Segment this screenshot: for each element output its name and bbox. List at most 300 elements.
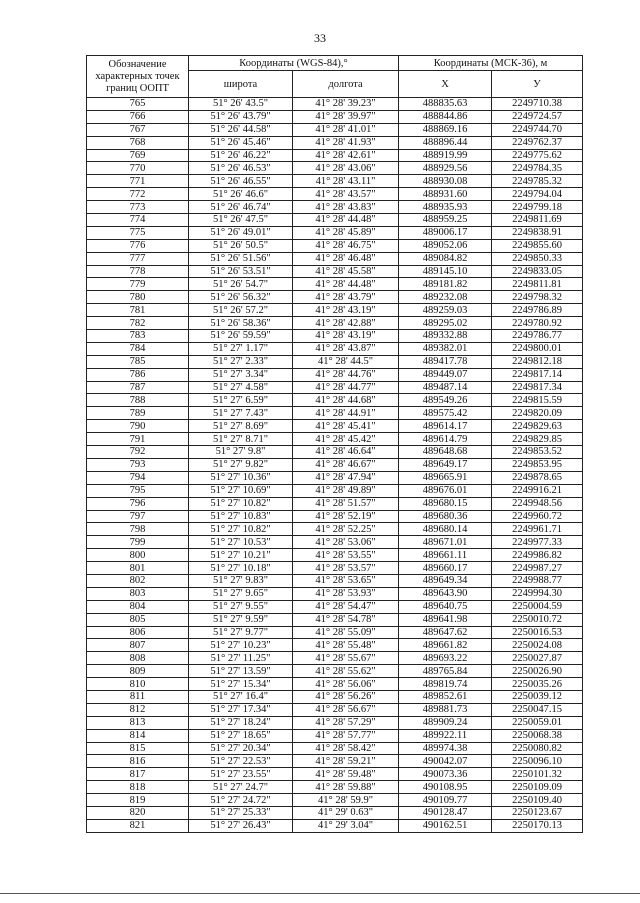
latitude-cell: 51° 26' 54.7" [189, 278, 293, 291]
point-number: 798 [87, 523, 189, 536]
point-number: 821 [87, 819, 189, 832]
table-row [87, 394, 583, 407]
header-latitude: широта [189, 71, 293, 98]
latitude-cell: 51° 27' 23.55" [189, 768, 293, 781]
latitude-cell: 51° 27' 2.33" [189, 355, 293, 368]
latitude-cell: 51° 27' 15.34" [189, 678, 293, 691]
longitude-cell: 41° 28' 55.67" [293, 652, 399, 665]
y-cell: 2249811.81 [492, 278, 583, 291]
point-number: 818 [87, 781, 189, 794]
point-number: 772 [87, 188, 189, 201]
point-number: 786 [87, 368, 189, 381]
y-cell: 2249977.33 [492, 536, 583, 549]
longitude-cell: 41° 28' 53.93" [293, 587, 399, 600]
point-number: 805 [87, 613, 189, 626]
table-row [87, 639, 583, 652]
point-number: 767 [87, 123, 189, 136]
y-cell: 2249961.71 [492, 523, 583, 536]
table-row [87, 781, 583, 794]
y-cell: 2249794.04 [492, 188, 583, 201]
longitude-cell: 41° 28' 53.06" [293, 536, 399, 549]
longitude-cell: 41° 28' 53.57" [293, 562, 399, 575]
longitude-cell: 41° 28' 44.91" [293, 407, 399, 420]
latitude-cell: 51° 26' 45.46" [189, 136, 293, 149]
table-row [87, 304, 583, 317]
x-cell: 490128.47 [399, 806, 492, 819]
x-cell: 489649.17 [399, 458, 492, 471]
y-cell: 2249820.09 [492, 407, 583, 420]
x-cell: 489819.74 [399, 678, 492, 691]
point-number: 804 [87, 600, 189, 613]
table-row [87, 549, 583, 562]
table-row [87, 587, 583, 600]
latitude-cell: 51° 27' 18.65" [189, 729, 293, 742]
longitude-cell: 41° 28' 46.67" [293, 458, 399, 471]
x-cell: 488844.86 [399, 110, 492, 123]
latitude-cell: 51° 27' 24.7" [189, 781, 293, 794]
point-number: 819 [87, 794, 189, 807]
table-row [87, 252, 583, 265]
header-designation: Обозначение характерных точек границ ООПТ [87, 56, 189, 98]
table-row [87, 458, 583, 471]
latitude-cell: 51° 27' 11.25" [189, 652, 293, 665]
x-cell: 489881.73 [399, 703, 492, 716]
table-row [87, 536, 583, 549]
y-cell: 2249811.69 [492, 214, 583, 227]
table-row [87, 278, 583, 291]
longitude-cell: 41° 28' 45.42" [293, 433, 399, 446]
y-cell: 2250027.87 [492, 652, 583, 665]
table-row [87, 523, 583, 536]
point-number: 773 [87, 201, 189, 214]
longitude-cell: 41° 28' 56.26" [293, 690, 399, 703]
x-cell: 489647.62 [399, 626, 492, 639]
y-cell: 2249798.32 [492, 291, 583, 304]
point-number: 788 [87, 394, 189, 407]
latitude-cell: 51° 26' 43.5" [189, 98, 293, 111]
x-cell: 489649.34 [399, 574, 492, 587]
table-row [87, 716, 583, 729]
latitude-cell: 51° 27' 13.59" [189, 665, 293, 678]
table-row [87, 265, 583, 278]
point-number: 775 [87, 226, 189, 239]
point-number: 783 [87, 330, 189, 343]
longitude-cell: 41° 28' 43.11" [293, 175, 399, 188]
y-cell: 2249780.92 [492, 317, 583, 330]
latitude-cell: 51° 26' 56.32" [189, 291, 293, 304]
table-row [87, 510, 583, 523]
x-cell: 489232.08 [399, 291, 492, 304]
latitude-cell: 51° 26' 46.6" [189, 188, 293, 201]
longitude-cell: 41° 28' 46.48" [293, 252, 399, 265]
table-row [87, 381, 583, 394]
x-cell: 490073.36 [399, 768, 492, 781]
y-cell: 2249812.18 [492, 355, 583, 368]
x-cell: 489332.88 [399, 330, 492, 343]
latitude-cell: 51° 27' 10.18" [189, 562, 293, 575]
longitude-cell: 41° 28' 57.77" [293, 729, 399, 742]
point-number: 793 [87, 458, 189, 471]
latitude-cell: 51° 27' 22.53" [189, 755, 293, 768]
table-row [87, 239, 583, 252]
longitude-cell: 41° 28' 59.9" [293, 794, 399, 807]
point-number: 768 [87, 136, 189, 149]
x-cell: 489693.22 [399, 652, 492, 665]
y-cell: 2249987.27 [492, 562, 583, 575]
y-cell: 2249829.63 [492, 420, 583, 433]
point-number: 779 [87, 278, 189, 291]
point-number: 799 [87, 536, 189, 549]
latitude-cell: 51° 27' 18.24" [189, 716, 293, 729]
y-cell: 2250047.15 [492, 703, 583, 716]
table-row [87, 214, 583, 227]
y-cell: 2249815.59 [492, 394, 583, 407]
x-cell: 489676.01 [399, 484, 492, 497]
x-cell: 489660.17 [399, 562, 492, 575]
header-y: У [492, 71, 583, 98]
longitude-cell: 41° 28' 55.09" [293, 626, 399, 639]
longitude-cell: 41° 28' 43.79" [293, 291, 399, 304]
table-header [87, 56, 583, 98]
footer-divider [0, 893, 640, 894]
longitude-cell: 41° 28' 52.19" [293, 510, 399, 523]
longitude-cell: 41° 28' 39.97" [293, 110, 399, 123]
table-body [87, 98, 583, 833]
y-cell: 2250039.12 [492, 690, 583, 703]
y-cell: 2250101.32 [492, 768, 583, 781]
longitude-cell: 41° 28' 53.65" [293, 574, 399, 587]
latitude-cell: 51° 27' 9.65" [189, 587, 293, 600]
point-number: 769 [87, 149, 189, 162]
x-cell: 489909.24 [399, 716, 492, 729]
x-cell: 489487.14 [399, 381, 492, 394]
y-cell: 2249853.95 [492, 458, 583, 471]
table-row [87, 368, 583, 381]
longitude-cell: 41° 28' 59.88" [293, 781, 399, 794]
latitude-cell: 51° 27' 9.8" [189, 446, 293, 459]
table-row [87, 484, 583, 497]
x-cell: 489643.90 [399, 587, 492, 600]
longitude-cell: 41° 28' 47.94" [293, 471, 399, 484]
point-number: 796 [87, 497, 189, 510]
x-cell: 489680.36 [399, 510, 492, 523]
y-cell: 2249948.56 [492, 497, 583, 510]
point-number: 770 [87, 162, 189, 175]
x-cell: 489614.17 [399, 420, 492, 433]
table-row [87, 794, 583, 807]
y-cell: 2249785.32 [492, 175, 583, 188]
latitude-cell: 51° 26' 47.5" [189, 214, 293, 227]
point-number: 782 [87, 317, 189, 330]
point-number: 806 [87, 626, 189, 639]
latitude-cell: 51° 26' 46.53" [189, 162, 293, 175]
table-row [87, 652, 583, 665]
latitude-cell: 51° 26' 46.74" [189, 201, 293, 214]
longitude-cell: 41° 28' 43.87" [293, 342, 399, 355]
latitude-cell: 51° 27' 25.33" [189, 806, 293, 819]
y-cell: 2249850.33 [492, 252, 583, 265]
latitude-cell: 51° 27' 10.23" [189, 639, 293, 652]
x-cell: 489181.82 [399, 278, 492, 291]
point-number: 795 [87, 484, 189, 497]
longitude-cell: 41° 28' 59.48" [293, 768, 399, 781]
table-row [87, 497, 583, 510]
table-row [87, 665, 583, 678]
longitude-cell: 41° 28' 57.29" [293, 716, 399, 729]
x-cell: 489641.98 [399, 613, 492, 626]
table-row [87, 330, 583, 343]
point-number: 808 [87, 652, 189, 665]
x-cell: 489145.10 [399, 265, 492, 278]
latitude-cell: 51° 27' 24.72" [189, 794, 293, 807]
latitude-cell: 51° 26' 51.56" [189, 252, 293, 265]
point-number: 803 [87, 587, 189, 600]
point-number: 787 [87, 381, 189, 394]
table-row [87, 755, 583, 768]
longitude-cell: 41° 28' 43.19" [293, 330, 399, 343]
y-cell: 2250004.59 [492, 600, 583, 613]
point-number: 812 [87, 703, 189, 716]
x-cell: 489640.75 [399, 600, 492, 613]
x-cell: 488919.99 [399, 149, 492, 162]
table-row [87, 407, 583, 420]
header-longitude: долгота [293, 71, 399, 98]
x-cell: 489259.03 [399, 304, 492, 317]
table-row [87, 188, 583, 201]
point-number: 816 [87, 755, 189, 768]
longitude-cell: 41° 28' 44.68" [293, 394, 399, 407]
point-number: 797 [87, 510, 189, 523]
y-cell: 2249855.60 [492, 239, 583, 252]
longitude-cell: 41° 28' 58.42" [293, 742, 399, 755]
table-row [87, 703, 583, 716]
table-row [87, 600, 583, 613]
x-cell: 490108.95 [399, 781, 492, 794]
table-row [87, 291, 583, 304]
table-row [87, 162, 583, 175]
table-row [87, 690, 583, 703]
x-cell: 489661.82 [399, 639, 492, 652]
point-number: 800 [87, 549, 189, 562]
point-number: 780 [87, 291, 189, 304]
table-row [87, 678, 583, 691]
point-number: 801 [87, 562, 189, 575]
latitude-cell: 51° 27' 16.4" [189, 690, 293, 703]
table-row [87, 342, 583, 355]
x-cell: 489549.26 [399, 394, 492, 407]
x-cell: 488869.16 [399, 123, 492, 136]
latitude-cell: 51° 26' 57.2" [189, 304, 293, 317]
y-cell: 2249829.85 [492, 433, 583, 446]
table-row [87, 175, 583, 188]
x-cell: 489922.11 [399, 729, 492, 742]
latitude-cell: 51° 27' 9.82" [189, 458, 293, 471]
y-cell: 2249762.37 [492, 136, 583, 149]
y-cell: 2250068.38 [492, 729, 583, 742]
longitude-cell: 41° 28' 43.83" [293, 201, 399, 214]
table-row [87, 355, 583, 368]
table-row [87, 136, 583, 149]
point-number: 791 [87, 433, 189, 446]
x-cell: 490162.51 [399, 819, 492, 832]
x-cell: 488929.56 [399, 162, 492, 175]
y-cell: 2250109.09 [492, 781, 583, 794]
point-number: 771 [87, 175, 189, 188]
table-row [87, 123, 583, 136]
y-cell: 2249916.21 [492, 484, 583, 497]
longitude-cell: 41° 28' 45.41" [293, 420, 399, 433]
longitude-cell: 41° 28' 44.5" [293, 355, 399, 368]
x-cell: 489449.07 [399, 368, 492, 381]
table-row [87, 574, 583, 587]
x-cell: 489671.01 [399, 536, 492, 549]
y-cell: 2249853.52 [492, 446, 583, 459]
latitude-cell: 51° 27' 10.82" [189, 523, 293, 536]
x-cell: 488959.25 [399, 214, 492, 227]
latitude-cell: 51° 27' 6.59" [189, 394, 293, 407]
point-number: 820 [87, 806, 189, 819]
point-number: 802 [87, 574, 189, 587]
y-cell: 2249838.91 [492, 226, 583, 239]
table-row [87, 226, 583, 239]
x-cell: 489052.06 [399, 239, 492, 252]
table-row [87, 110, 583, 123]
y-cell: 2249878.65 [492, 471, 583, 484]
latitude-cell: 51° 27' 9.59" [189, 613, 293, 626]
x-cell: 489765.84 [399, 665, 492, 678]
y-cell: 2250109.40 [492, 794, 583, 807]
header-wgs84: Координаты (WGS-84),° [189, 56, 399, 71]
table-row [87, 768, 583, 781]
latitude-cell: 51° 26' 53.51" [189, 265, 293, 278]
x-cell: 489084.82 [399, 252, 492, 265]
y-cell: 2249986.82 [492, 549, 583, 562]
y-cell: 2249988.77 [492, 574, 583, 587]
x-cell: 490109.77 [399, 794, 492, 807]
table-row [87, 626, 583, 639]
table-row [87, 98, 583, 111]
point-number: 815 [87, 742, 189, 755]
longitude-cell: 41° 28' 42.61" [293, 149, 399, 162]
y-cell: 2249710.38 [492, 98, 583, 111]
x-cell: 488931.60 [399, 188, 492, 201]
longitude-cell: 41° 28' 54.47" [293, 600, 399, 613]
header-x: X [399, 71, 492, 98]
y-cell: 2250016.53 [492, 626, 583, 639]
x-cell: 489680.15 [399, 497, 492, 510]
point-number: 781 [87, 304, 189, 317]
latitude-cell: 51° 26' 46.55" [189, 175, 293, 188]
y-cell: 2249799.18 [492, 201, 583, 214]
table-row [87, 562, 583, 575]
point-number: 811 [87, 690, 189, 703]
longitude-cell: 41° 28' 44.48" [293, 278, 399, 291]
latitude-cell: 51° 27' 20.34" [189, 742, 293, 755]
header-msk36: Координаты (МСК-36), м [399, 56, 583, 71]
y-cell: 2249775.62 [492, 149, 583, 162]
y-cell: 2249960.72 [492, 510, 583, 523]
x-cell: 488835.63 [399, 98, 492, 111]
x-cell: 489417.78 [399, 355, 492, 368]
x-cell: 488930.08 [399, 175, 492, 188]
longitude-cell: 41° 29' 0.63" [293, 806, 399, 819]
x-cell: 489006.17 [399, 226, 492, 239]
latitude-cell: 51° 27' 9.83" [189, 574, 293, 587]
x-cell: 489661.11 [399, 549, 492, 562]
longitude-cell: 41° 28' 41.01" [293, 123, 399, 136]
x-cell: 490042.07 [399, 755, 492, 768]
latitude-cell: 51° 27' 9.55" [189, 600, 293, 613]
latitude-cell: 51° 27' 8.69" [189, 420, 293, 433]
point-number: 785 [87, 355, 189, 368]
table-row [87, 201, 583, 214]
latitude-cell: 51° 27' 3.34" [189, 368, 293, 381]
point-number: 809 [87, 665, 189, 678]
point-number: 774 [87, 214, 189, 227]
longitude-cell: 41° 28' 46.64" [293, 446, 399, 459]
longitude-cell: 41° 28' 44.76" [293, 368, 399, 381]
point-number: 766 [87, 110, 189, 123]
longitude-cell: 41° 28' 55.48" [293, 639, 399, 652]
latitude-cell: 51° 27' 26.43" [189, 819, 293, 832]
longitude-cell: 41° 28' 53.55" [293, 549, 399, 562]
latitude-cell: 51° 27' 4.58" [189, 381, 293, 394]
y-cell: 2250059.01 [492, 716, 583, 729]
latitude-cell: 51° 27' 7.43" [189, 407, 293, 420]
longitude-cell: 41° 28' 44.77" [293, 381, 399, 394]
point-number: 810 [87, 678, 189, 691]
latitude-cell: 51° 27' 17.34" [189, 703, 293, 716]
y-cell: 2250096.10 [492, 755, 583, 768]
latitude-cell: 51° 26' 43.79" [189, 110, 293, 123]
longitude-cell: 41° 28' 51.57" [293, 497, 399, 510]
point-number: 790 [87, 420, 189, 433]
x-cell: 489852.61 [399, 690, 492, 703]
point-number: 778 [87, 265, 189, 278]
x-cell: 489614.79 [399, 433, 492, 446]
latitude-cell: 51° 27' 10.83" [189, 510, 293, 523]
latitude-cell: 51° 26' 46.22" [189, 149, 293, 162]
longitude-cell: 41° 28' 43.57" [293, 188, 399, 201]
point-number: 789 [87, 407, 189, 420]
latitude-cell: 51° 26' 58.36" [189, 317, 293, 330]
x-cell: 489665.91 [399, 471, 492, 484]
table-row [87, 446, 583, 459]
x-cell: 489974.38 [399, 742, 492, 755]
x-cell: 489680.14 [399, 523, 492, 536]
point-number: 814 [87, 729, 189, 742]
table-row [87, 613, 583, 626]
y-cell: 2249800.01 [492, 342, 583, 355]
longitude-cell: 41° 28' 54.78" [293, 613, 399, 626]
table-row [87, 729, 583, 742]
y-cell: 2249786.89 [492, 304, 583, 317]
point-number: 776 [87, 239, 189, 252]
longitude-cell: 41° 28' 49.89" [293, 484, 399, 497]
x-cell: 488935.93 [399, 201, 492, 214]
table-row [87, 420, 583, 433]
y-cell: 2249994.30 [492, 587, 583, 600]
latitude-cell: 51° 27' 9.77" [189, 626, 293, 639]
point-number: 807 [87, 639, 189, 652]
y-cell: 2250035.26 [492, 678, 583, 691]
y-cell: 2250026.90 [492, 665, 583, 678]
x-cell: 489295.02 [399, 317, 492, 330]
y-cell: 2249786.77 [492, 330, 583, 343]
longitude-cell: 41° 28' 55.62" [293, 665, 399, 678]
y-cell: 2250123.67 [492, 806, 583, 819]
x-cell: 489575.42 [399, 407, 492, 420]
